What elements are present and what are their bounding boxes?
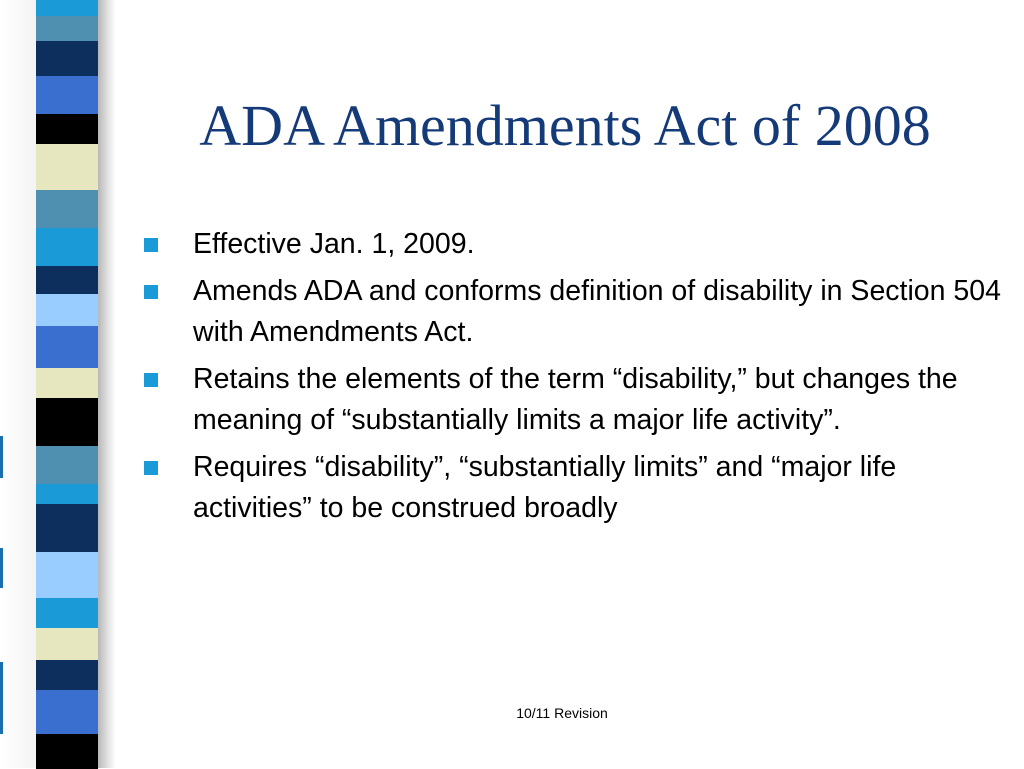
stripe bbox=[36, 294, 98, 327]
stripe bbox=[36, 734, 98, 769]
stripe bbox=[36, 76, 98, 115]
stripe bbox=[36, 660, 98, 691]
bullet-list bbox=[142, 224, 1002, 535]
stripe bbox=[36, 144, 98, 191]
square-bullet-icon bbox=[144, 461, 158, 475]
bullet-item bbox=[142, 271, 1002, 353]
stripe-shadow bbox=[98, 0, 116, 768]
stripe bbox=[36, 228, 98, 267]
slide-title: ADA Amendments Act of 2008 bbox=[199, 93, 931, 158]
edge-mark bbox=[0, 436, 3, 478]
stripe bbox=[36, 484, 98, 505]
bullet-item bbox=[142, 447, 1002, 529]
bullet-text: Retains the elements of the term “disability,” but changes the meaning of “substantially limits a major life activity”. bbox=[193, 363, 958, 436]
footer-revision: 10/11 Revision bbox=[516, 705, 608, 721]
decorative-stripe-bar bbox=[0, 0, 118, 768]
stripe bbox=[36, 326, 98, 369]
edge-mark bbox=[0, 548, 3, 588]
stripe bbox=[36, 0, 98, 17]
bullet-text: Effective Jan. 1, 2009. bbox=[193, 228, 475, 260]
stripe bbox=[36, 628, 98, 661]
stripe bbox=[36, 368, 98, 399]
stripe bbox=[36, 190, 98, 229]
stripe bbox=[36, 598, 98, 629]
stripe bbox=[36, 41, 98, 77]
stripe bbox=[36, 446, 98, 485]
stripe bbox=[36, 552, 98, 599]
bullet-item bbox=[142, 224, 1002, 265]
bullet-item bbox=[142, 359, 1002, 441]
stripe bbox=[36, 398, 98, 447]
square-bullet-icon bbox=[144, 238, 158, 252]
stripe bbox=[36, 266, 98, 295]
bullet-text: Amends ADA and conforms definition of disability in Section 504 with Amendments Act. bbox=[193, 275, 1001, 348]
square-bullet-icon bbox=[144, 285, 158, 299]
stripe bbox=[36, 16, 98, 42]
edge-mark bbox=[0, 662, 3, 734]
square-bullet-icon bbox=[144, 373, 158, 387]
stripe bbox=[36, 504, 98, 553]
stripe bbox=[36, 114, 98, 145]
stripe bbox=[36, 690, 98, 735]
bullet-text: Requires “disability”, “substantially limits” and “major life activities” to be construed broadly bbox=[193, 451, 897, 524]
